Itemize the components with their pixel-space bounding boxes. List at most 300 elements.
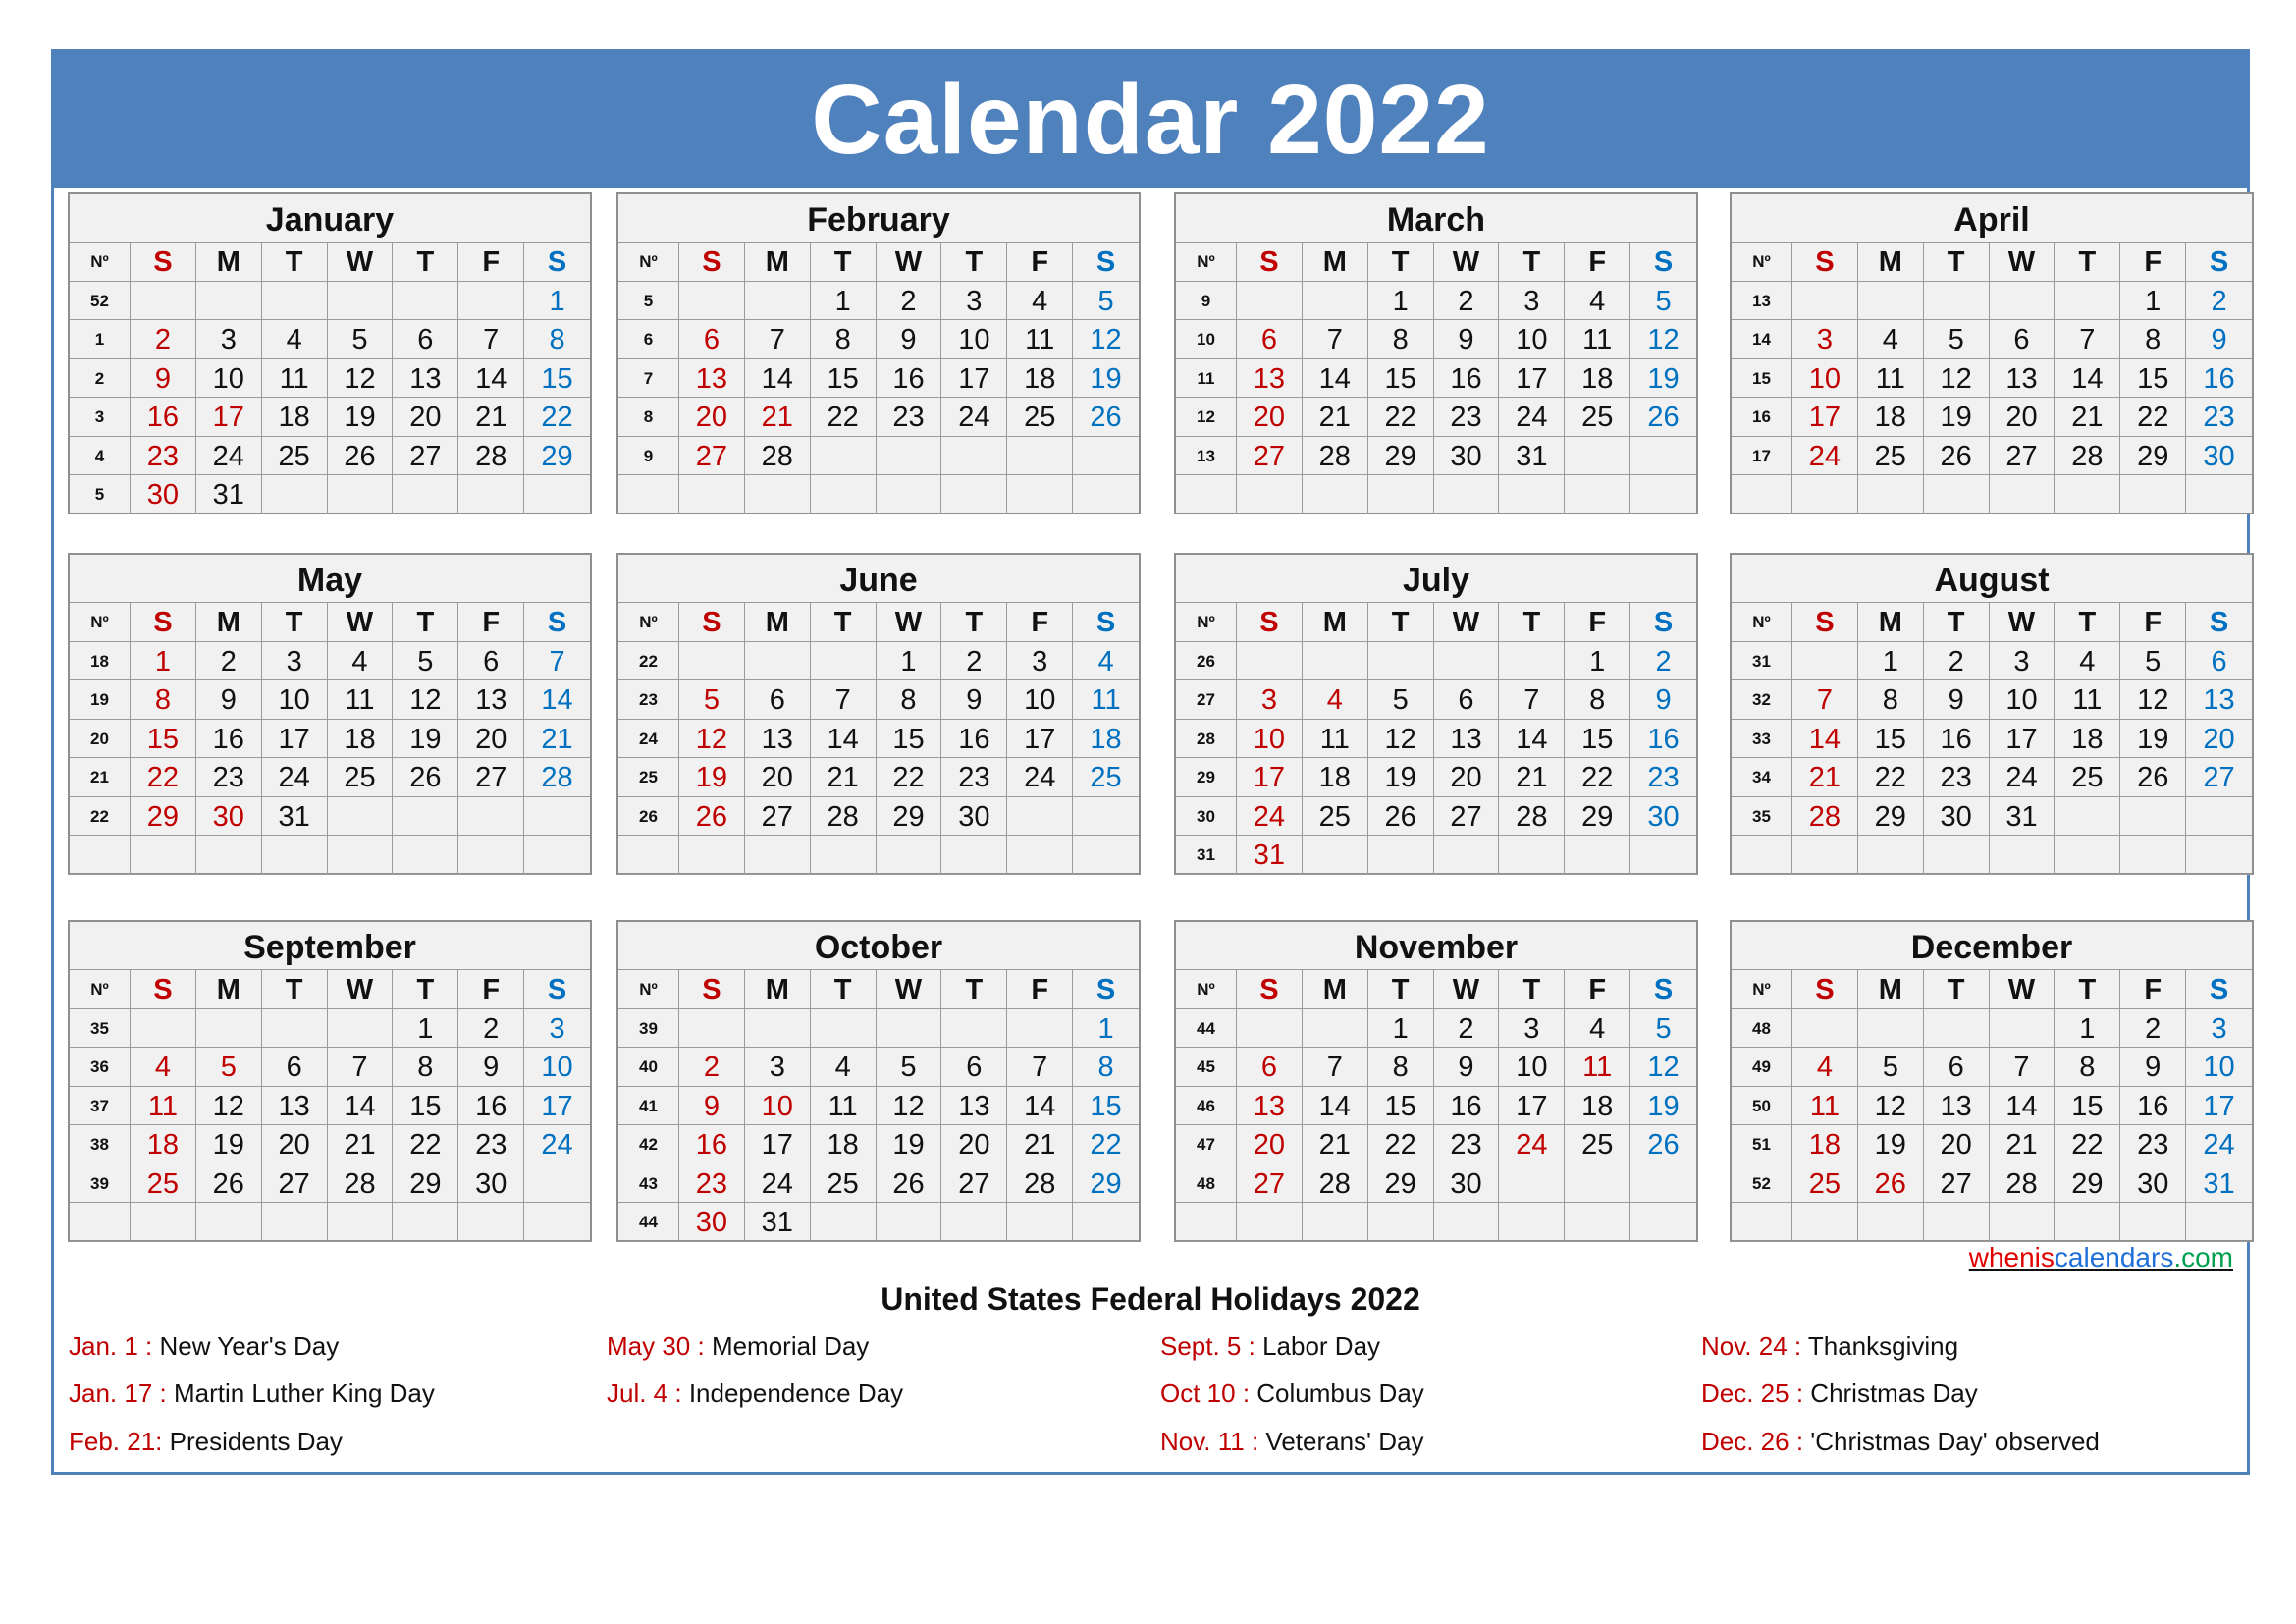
day-cell: 13 [679, 359, 745, 399]
day-cell: 11 [2055, 680, 2120, 720]
day-cell: 9 [458, 1048, 524, 1087]
website-part-1: whenis [1968, 1242, 2055, 1272]
weekday-header: M [1858, 970, 1924, 1009]
day-cell: 6 [1924, 1048, 1990, 1087]
holiday-date: Jul. 4 : [607, 1379, 682, 1408]
month-name: October [618, 922, 1139, 970]
day-cell: 4 [131, 1048, 196, 1087]
week-number: 5 [618, 282, 679, 321]
day-cell: 23 [1630, 758, 1696, 797]
day-cell: 27 [1990, 437, 2056, 476]
month-grid [1732, 603, 2252, 875]
day-cell: 30 [1434, 437, 1500, 476]
day-cell: 17 [1237, 758, 1303, 797]
day-cell [262, 1009, 328, 1049]
day-cell [1007, 475, 1073, 514]
day-cell: 9 [1630, 680, 1696, 720]
week-number: 9 [618, 437, 679, 476]
week-number: 15 [1732, 359, 1792, 399]
day-cell: 8 [393, 1048, 458, 1087]
day-cell [745, 836, 811, 875]
day-cell: 28 [811, 797, 877, 837]
week-number: 40 [618, 1048, 679, 1087]
day-cell: 28 [1007, 1164, 1073, 1204]
day-cell: 31 [1237, 836, 1303, 875]
day-cell: 4 [811, 1048, 877, 1087]
day-cell: 31 [1499, 437, 1565, 476]
day-cell [2120, 836, 2186, 875]
weekday-header: T [1499, 970, 1565, 1009]
day-cell: 23 [196, 758, 262, 797]
day-cell: 14 [745, 359, 811, 399]
weekday-header: T [811, 603, 877, 642]
day-cell: 23 [131, 437, 196, 476]
day-cell: 12 [1858, 1087, 1924, 1126]
weekday-header: S [524, 970, 590, 1009]
day-cell: 20 [1434, 758, 1500, 797]
day-cell: 14 [328, 1087, 394, 1126]
weekday-header: W [877, 603, 942, 642]
day-cell: 31 [262, 797, 328, 837]
day-cell [679, 836, 745, 875]
week-number: 34 [1732, 758, 1792, 797]
day-cell: 10 [941, 320, 1007, 359]
day-cell: 28 [745, 437, 811, 476]
day-cell: 14 [1499, 720, 1565, 759]
day-cell: 7 [745, 320, 811, 359]
day-cell: 19 [1073, 359, 1139, 399]
day-cell: 7 [2055, 320, 2120, 359]
week-number [1176, 475, 1237, 514]
day-cell: 11 [1792, 1087, 1858, 1126]
day-cell: 13 [262, 1087, 328, 1126]
week-number: 12 [1176, 398, 1237, 437]
day-cell: 23 [2186, 398, 2252, 437]
holiday-name: Christmas Day [1803, 1379, 1978, 1408]
day-cell: 9 [2186, 320, 2252, 359]
month-september [68, 920, 592, 1242]
day-cell: 2 [941, 642, 1007, 681]
day-cell [1303, 282, 1368, 321]
day-cell: 30 [131, 475, 196, 514]
day-cell [393, 797, 458, 837]
day-cell [1792, 642, 1858, 681]
day-cell: 11 [1073, 680, 1139, 720]
day-cell: 21 [1499, 758, 1565, 797]
day-cell [941, 475, 1007, 514]
day-cell: 24 [262, 758, 328, 797]
day-cell: 11 [131, 1087, 196, 1126]
month-name: April [1732, 194, 2252, 243]
day-cell [1303, 1203, 1368, 1242]
day-cell: 20 [2186, 720, 2252, 759]
day-cell [262, 475, 328, 514]
week-number: 22 [618, 642, 679, 681]
holiday-name: Independence Day [681, 1379, 904, 1408]
day-cell [524, 1203, 590, 1242]
month-grid [70, 243, 590, 514]
month-grid [1732, 970, 2252, 1242]
day-cell: 17 [1792, 398, 1858, 437]
day-cell: 14 [524, 680, 590, 720]
day-cell: 7 [1303, 320, 1368, 359]
weekday-header: S [1237, 243, 1303, 282]
day-cell [524, 1164, 590, 1204]
day-cell: 26 [1630, 1125, 1696, 1164]
day-cell: 31 [1990, 797, 2056, 837]
day-cell: 5 [1924, 320, 1990, 359]
months-container [54, 52, 2247, 1472]
day-cell: 26 [1368, 797, 1434, 837]
month-august [1730, 553, 2254, 875]
day-cell: 26 [2120, 758, 2186, 797]
day-cell: 8 [2055, 1048, 2120, 1087]
day-cell: 9 [2120, 1048, 2186, 1087]
day-cell: 13 [458, 680, 524, 720]
day-cell: 20 [1237, 1125, 1303, 1164]
day-cell: 14 [1303, 359, 1368, 399]
week-number: 37 [70, 1087, 131, 1126]
day-cell: 25 [131, 1164, 196, 1204]
day-cell [1565, 836, 1630, 875]
month-grid [618, 603, 1139, 875]
day-cell: 9 [679, 1087, 745, 1126]
holiday-item [1160, 1379, 1424, 1409]
day-cell: 17 [196, 398, 262, 437]
day-cell [196, 1009, 262, 1049]
day-cell [1630, 1203, 1696, 1242]
day-cell: 9 [1924, 680, 1990, 720]
day-cell: 22 [393, 1125, 458, 1164]
day-cell: 2 [1924, 642, 1990, 681]
day-cell: 19 [196, 1125, 262, 1164]
holiday-date: Dec. 26 : [1701, 1427, 1804, 1456]
day-cell: 26 [877, 1164, 942, 1204]
day-cell: 5 [877, 1048, 942, 1087]
holiday-name: Veterans' Day [1258, 1427, 1424, 1456]
day-cell [1630, 836, 1696, 875]
weekday-header: T [1368, 970, 1434, 1009]
day-cell: 3 [2186, 1009, 2252, 1049]
day-cell [1434, 642, 1500, 681]
day-cell [1007, 836, 1073, 875]
weekday-header: W [1990, 603, 2056, 642]
weekday-header: W [1990, 970, 2056, 1009]
weekday-header: T [811, 970, 877, 1009]
week-number-header: Nº [1732, 603, 1792, 642]
day-cell: 16 [196, 720, 262, 759]
day-cell: 21 [745, 398, 811, 437]
day-cell: 5 [328, 320, 394, 359]
day-cell: 30 [1924, 797, 1990, 837]
weekday-header: T [811, 243, 877, 282]
day-cell: 30 [1630, 797, 1696, 837]
day-cell [131, 1009, 196, 1049]
day-cell: 24 [1792, 437, 1858, 476]
week-number: 44 [1176, 1009, 1237, 1049]
week-number-header: Nº [70, 970, 131, 1009]
day-cell [393, 836, 458, 875]
weekday-header: F [2120, 603, 2186, 642]
day-cell: 12 [1924, 359, 1990, 399]
day-cell: 6 [2186, 642, 2252, 681]
day-cell: 10 [1007, 680, 1073, 720]
day-cell: 15 [1858, 720, 1924, 759]
day-cell: 24 [745, 1164, 811, 1204]
day-cell [1565, 475, 1630, 514]
day-cell: 6 [1237, 1048, 1303, 1087]
weekday-header: T [262, 970, 328, 1009]
day-cell [811, 1203, 877, 1242]
day-cell: 9 [1434, 320, 1500, 359]
day-cell: 2 [1434, 282, 1500, 321]
day-cell: 10 [1792, 359, 1858, 399]
day-cell: 3 [1990, 642, 2056, 681]
day-cell: 21 [2055, 398, 2120, 437]
day-cell: 6 [458, 642, 524, 681]
day-cell: 6 [262, 1048, 328, 1087]
day-cell: 12 [1073, 320, 1139, 359]
day-cell [1858, 1009, 1924, 1049]
day-cell [1924, 1009, 1990, 1049]
month-january [68, 192, 592, 514]
day-cell [811, 1009, 877, 1049]
holidays-title: United States Federal Holidays 2022 [881, 1281, 1420, 1317]
day-cell: 27 [262, 1164, 328, 1204]
day-cell [1303, 475, 1368, 514]
holiday-item [607, 1379, 903, 1409]
day-cell [1565, 437, 1630, 476]
day-cell [1499, 1164, 1565, 1204]
week-number: 27 [1176, 680, 1237, 720]
day-cell: 23 [1924, 758, 1990, 797]
weekday-header: T [2055, 970, 2120, 1009]
day-cell: 12 [1368, 720, 1434, 759]
day-cell [811, 437, 877, 476]
weekday-header: S [1630, 603, 1696, 642]
week-number: 13 [1732, 282, 1792, 321]
day-cell [328, 836, 394, 875]
day-cell: 6 [1237, 320, 1303, 359]
day-cell: 21 [811, 758, 877, 797]
day-cell: 1 [1368, 282, 1434, 321]
month-name: September [70, 922, 590, 970]
day-cell: 12 [679, 720, 745, 759]
day-cell: 20 [393, 398, 458, 437]
day-cell: 1 [877, 642, 942, 681]
day-cell: 25 [1303, 797, 1368, 837]
day-cell: 27 [1924, 1164, 1990, 1204]
day-cell: 18 [1007, 359, 1073, 399]
weekday-header: T [1924, 603, 1990, 642]
day-cell: 16 [1924, 720, 1990, 759]
day-cell: 13 [941, 1087, 1007, 1126]
day-cell: 25 [1073, 758, 1139, 797]
day-cell: 13 [1924, 1087, 1990, 1126]
day-cell: 24 [941, 398, 1007, 437]
day-cell: 11 [1565, 1048, 1630, 1087]
day-cell: 5 [2120, 642, 2186, 681]
day-cell: 23 [1434, 1125, 1500, 1164]
day-cell [941, 1009, 1007, 1049]
day-cell: 12 [877, 1087, 942, 1126]
day-cell: 5 [196, 1048, 262, 1087]
holiday-name: Thanksgiving [1801, 1331, 1959, 1361]
day-cell [1007, 797, 1073, 837]
day-cell: 26 [1858, 1164, 1924, 1204]
weekday-header: T [1499, 603, 1565, 642]
week-number [70, 1203, 131, 1242]
weekday-header: W [328, 243, 394, 282]
holiday-date: Jan. 17 : [69, 1379, 167, 1408]
month-june [616, 553, 1141, 875]
week-number: 48 [1176, 1164, 1237, 1204]
weekday-header: M [745, 243, 811, 282]
day-cell: 21 [1303, 1125, 1368, 1164]
weekday-header: S [1237, 603, 1303, 642]
day-cell: 28 [524, 758, 590, 797]
day-cell: 5 [1368, 680, 1434, 720]
month-may [68, 553, 592, 875]
day-cell: 24 [1499, 1125, 1565, 1164]
week-number-header: Nº [618, 603, 679, 642]
day-cell: 10 [196, 359, 262, 399]
day-cell: 21 [524, 720, 590, 759]
month-name: August [1732, 555, 2252, 603]
day-cell: 13 [745, 720, 811, 759]
weekday-header: M [196, 243, 262, 282]
holiday-date: Feb. 21: [69, 1427, 163, 1456]
day-cell [679, 282, 745, 321]
day-cell [131, 282, 196, 321]
holiday-item [1160, 1331, 1380, 1362]
day-cell [1368, 1203, 1434, 1242]
day-cell: 11 [1565, 320, 1630, 359]
day-cell [1007, 1009, 1073, 1049]
weekday-header: S [131, 970, 196, 1009]
day-cell: 24 [1237, 797, 1303, 837]
day-cell: 21 [328, 1125, 394, 1164]
week-number-header: Nº [618, 243, 679, 282]
day-cell: 25 [2055, 758, 2120, 797]
day-cell: 23 [2120, 1125, 2186, 1164]
day-cell: 25 [328, 758, 394, 797]
day-cell: 25 [1565, 1125, 1630, 1164]
day-cell [393, 1203, 458, 1242]
day-cell: 1 [1565, 642, 1630, 681]
day-cell [1368, 642, 1434, 681]
weekday-header: S [131, 603, 196, 642]
day-cell: 7 [524, 642, 590, 681]
day-cell [2055, 475, 2120, 514]
day-cell [745, 282, 811, 321]
website-link[interactable] [1969, 1242, 2233, 1273]
week-number: 26 [618, 797, 679, 837]
weekday-header: W [328, 970, 394, 1009]
day-cell: 1 [524, 282, 590, 321]
day-cell: 27 [679, 437, 745, 476]
week-number: 19 [70, 680, 131, 720]
day-cell: 28 [458, 437, 524, 476]
day-cell: 3 [262, 642, 328, 681]
week-number: 22 [70, 797, 131, 837]
weekday-header: T [2055, 603, 2120, 642]
day-cell [1237, 282, 1303, 321]
day-cell: 25 [1565, 398, 1630, 437]
day-cell: 3 [745, 1048, 811, 1087]
day-cell [1990, 836, 2056, 875]
day-cell: 28 [1303, 437, 1368, 476]
week-number: 8 [618, 398, 679, 437]
day-cell: 22 [811, 398, 877, 437]
weekday-header: W [1434, 603, 1500, 642]
day-cell [745, 475, 811, 514]
day-cell: 25 [1858, 437, 1924, 476]
day-cell: 8 [524, 320, 590, 359]
day-cell: 3 [1499, 282, 1565, 321]
day-cell [679, 1009, 745, 1049]
day-cell [458, 836, 524, 875]
day-cell: 8 [1368, 1048, 1434, 1087]
day-cell [1630, 437, 1696, 476]
day-cell: 2 [2120, 1009, 2186, 1049]
week-number [70, 836, 131, 875]
day-cell: 22 [877, 758, 942, 797]
day-cell: 5 [1858, 1048, 1924, 1087]
week-number: 38 [70, 1125, 131, 1164]
week-number: 49 [1732, 1048, 1792, 1087]
day-cell: 18 [1565, 359, 1630, 399]
day-cell: 30 [196, 797, 262, 837]
week-number: 6 [618, 320, 679, 359]
day-cell: 10 [262, 680, 328, 720]
week-number: 1 [70, 320, 131, 359]
day-cell: 18 [131, 1125, 196, 1164]
day-cell [2120, 797, 2186, 837]
weekday-header: M [745, 970, 811, 1009]
day-cell: 9 [196, 680, 262, 720]
day-cell: 18 [2055, 720, 2120, 759]
day-cell: 29 [877, 797, 942, 837]
day-cell: 1 [131, 642, 196, 681]
day-cell: 5 [1630, 1009, 1696, 1049]
weekday-header: F [1565, 970, 1630, 1009]
weekday-header: S [1792, 243, 1858, 282]
day-cell: 17 [1499, 359, 1565, 399]
day-cell: 16 [131, 398, 196, 437]
day-cell: 13 [393, 359, 458, 399]
day-cell [679, 642, 745, 681]
day-cell [328, 1009, 394, 1049]
day-cell: 12 [196, 1087, 262, 1126]
day-cell [745, 1009, 811, 1049]
day-cell [1303, 642, 1368, 681]
day-cell: 28 [1792, 797, 1858, 837]
website-part-3: .com [2173, 1242, 2233, 1272]
day-cell: 9 [877, 320, 942, 359]
day-cell: 27 [941, 1164, 1007, 1204]
day-cell [2186, 475, 2252, 514]
day-cell: 17 [941, 359, 1007, 399]
day-cell: 26 [1924, 437, 1990, 476]
holiday-date: Nov. 24 : [1701, 1331, 1802, 1361]
calendar-frame [51, 49, 2250, 1475]
day-cell [2055, 282, 2120, 321]
day-cell: 13 [1434, 720, 1500, 759]
week-number [618, 475, 679, 514]
day-cell [393, 475, 458, 514]
day-cell [1792, 1009, 1858, 1049]
